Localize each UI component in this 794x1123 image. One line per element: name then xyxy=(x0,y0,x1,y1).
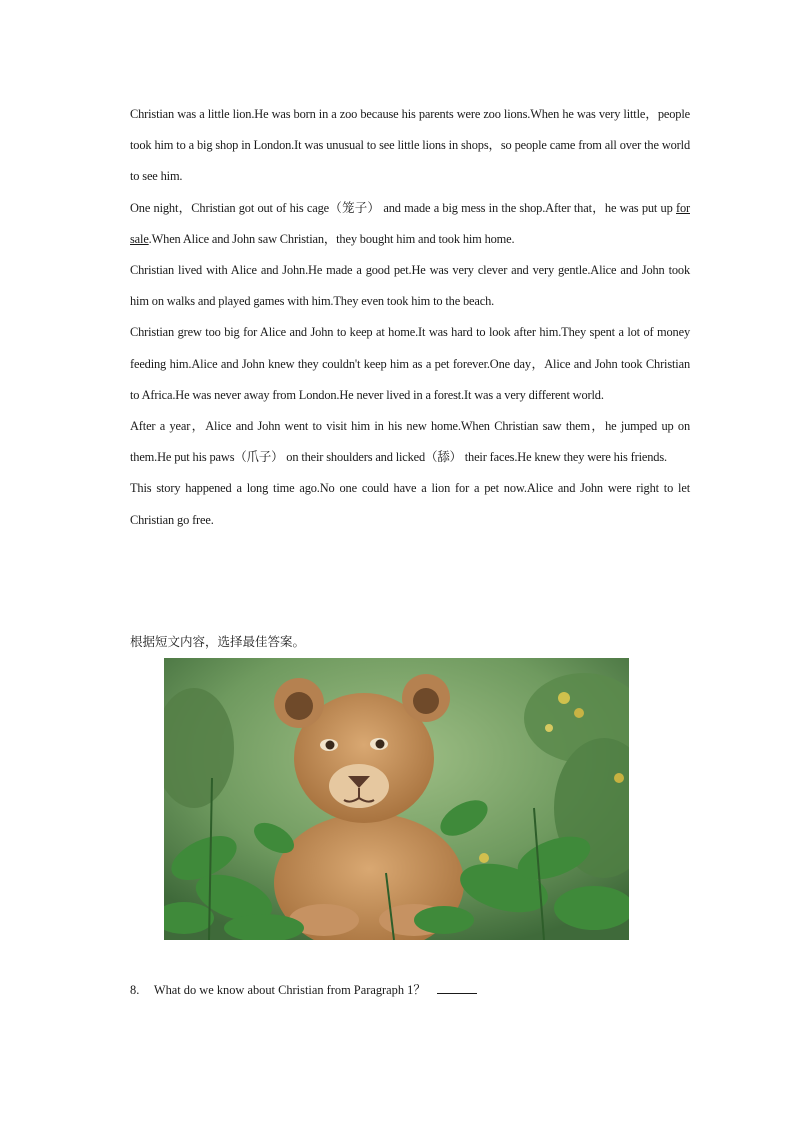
paragraph-2 xyxy=(130,193,690,255)
paragraph-4: Christian grew too big for Alice and John to keep at home.It was hard to look after him.They spent a lot of money feeding him.Alice and John knew they couldn't keep him as a pet forever.One day，Alice and John took Christian to Africa.He was never away from London.He never lived in a forest.It was a very different world. xyxy=(130,325,690,402)
question-8 xyxy=(130,980,477,1000)
underlined-phrase: for sale xyxy=(130,200,690,246)
paragraph-2-start: One night，Christian got out of his cage（笼子） and made a big mess in the shop.After that，he was put up xyxy=(130,200,676,215)
reading-passage xyxy=(130,99,690,536)
paragraph-2-end: .When Alice and John saw Christian，they bought him and took him home. xyxy=(148,231,515,246)
paragraph-1: Christian was a little lion.He was born in a zoo because his parents were zoo lions.When he was very little，people took him to a big shop in London.It was unusual to see little lions in shops，so people came from all over the world to see him. xyxy=(130,107,690,184)
paragraph-6: This story happened a long time ago.No one could have a lion for a pet now.Alice and John were right to let Christian go free. xyxy=(130,481,690,527)
paragraph-3: Christian lived with Alice and John.He made a good pet.He was very clever and very gentle.Alice and John took him on walks and played games with him.They even took him to the beach. xyxy=(130,263,690,309)
question-text: What do we know about Christian from Paragraph 1？ xyxy=(153,983,426,997)
question-number: 8. xyxy=(130,983,140,997)
instruction-text: 根据短文内容，选择最佳答案。 xyxy=(130,634,306,649)
paragraph-5: After a year，Alice and John went to visit him in his new home.When Christian saw them，he jumped up on them.He put his paws（爪子） on their shoulders and licked（舔） their faces.He knew they were his friends. xyxy=(130,419,690,465)
answer-blank[interactable] xyxy=(437,981,477,994)
lion-cub-photo xyxy=(164,658,629,940)
lion-cub-illustration xyxy=(164,658,629,940)
